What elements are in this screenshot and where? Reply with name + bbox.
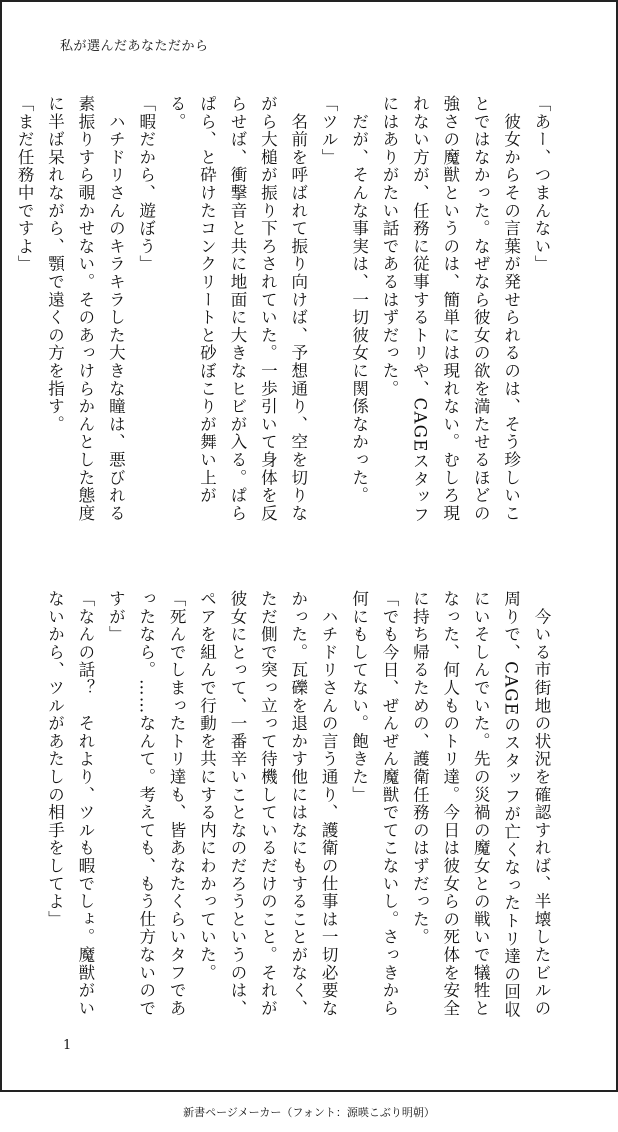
paragraph: 「なんの話？ それより、ツルも暇でしょ。魔獣がいないから、ツルがあたしの相手をしてよ」	[45, 590, 95, 1018]
footer-credit: 新書ページメーカー（フォント：源暎こぶり明朝）	[183, 1106, 435, 1119]
paragraph: 「でも今日、ぜんぜん魔獣でてこないし。さっきから何にもしてない。飽きた」	[349, 590, 399, 1018]
paragraph: 「死んでしまったトリ達も、皆あなたくらいタフであったなら。……なんて。考えても、もう仕方ないのですが」	[106, 590, 187, 1018]
paragraph: 「まだ任務中ですよ」	[15, 95, 35, 273]
paragraph: 「暇だから、遊ぼう」	[136, 95, 156, 273]
text-column-top	[15, 95, 556, 527]
page-number: 1	[63, 1038, 72, 1053]
paragraph: 「ツル」	[319, 95, 339, 167]
paragraph: だが、そんな事実は、一切彼女に関係なかった。	[349, 95, 369, 505]
paragraph: 彼女からその言葉が発せられるのは、そう珍しいことではなかった。なぜなら彼女の欲を満たせるほどの強さの魔獣というのは、簡単には現れない。むしろ現れない方が、任務に従事するトリや、CAGEスタッフにはありがたい話であるはずだった。	[379, 95, 521, 524]
paragraph: 「あー、つまんない」	[532, 95, 551, 273]
running-title: 私が選んだあなただから	[60, 39, 209, 54]
paragraph: 今いる市街地の状況を確認すれば、半壊したビルの周りで、CAGEのスタッフが亡くなったトリ達の回収にいそしんでいた。先の災禍の魔女との戦いで犠牲となった、何人ものトリ達。今日は彼女らの死体を安全に持ち帰るための、護衛任務のはずだった。	[410, 590, 551, 1019]
paragraph: ハチドリさんの言う通り、護衛の仕事は一切必要なかった。瓦礫を退かす他にはなにもすることがなく、ただ側で突っ立って待機しているだけのこと。それが彼女にとって、一番辛いことなのだろうというのは、ペアを組んで行動を共にする内にわかっていた。	[197, 590, 339, 1018]
text-column-bottom	[36, 590, 556, 1022]
paragraph: 名前を呼ばれて振り向けば、予想通り、空を切りながら大槌が振り下ろされていた。一歩引いて身体を反らせば、衝撃音と共に地面に大きなヒビが入る。ぱらぱら、と砕けたコンクリートと砂ぼこりが舞い上がる。	[167, 95, 308, 523]
paragraph: ハチドリさんのキラキラした大きな瞳は、悪びれる素振りすら覗かせない。そのあっけらかんとした態度に半ば呆れながら、顎で遠くの方を指す。	[45, 95, 126, 523]
